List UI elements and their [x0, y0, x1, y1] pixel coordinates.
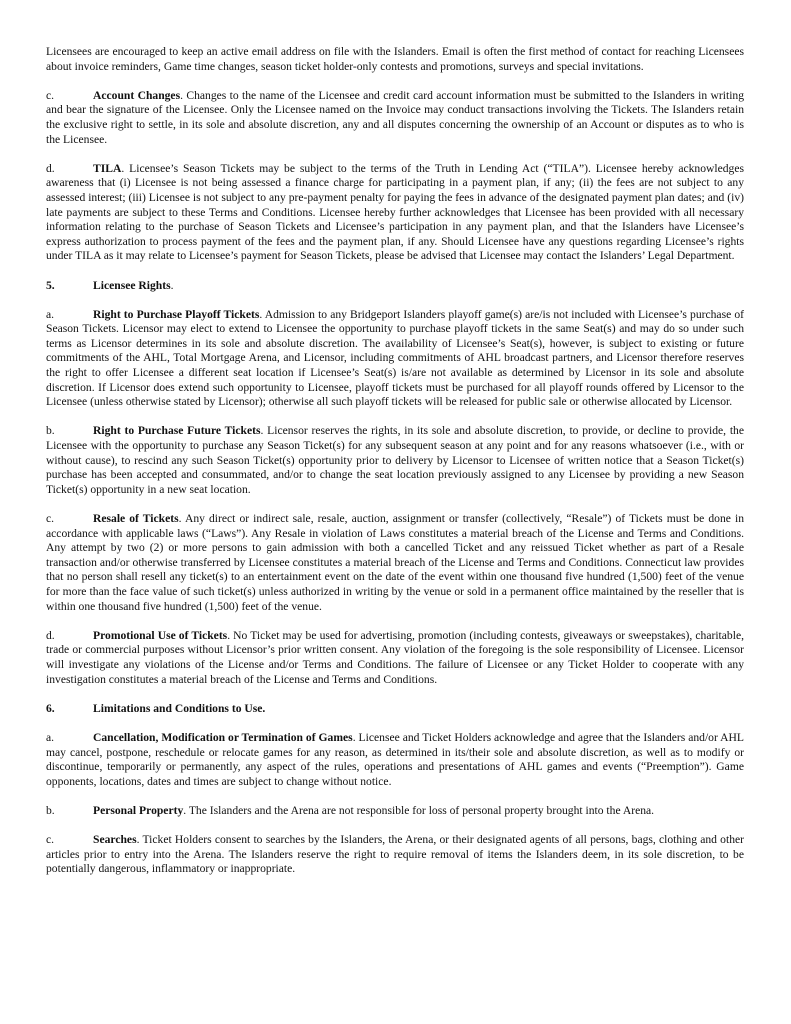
clause-title: Promotional Use of Tickets — [93, 628, 228, 642]
section-5b-future-tickets — [46, 424, 744, 497]
section-5a-playoff-tickets — [46, 308, 744, 410]
clause-text: . Licensee and Ticket Holders acknowledge and agree that the Islanders and/or AHL may cancel, postpone, reschedule or relocate games for any reason, as determined in its/their sole and absolute discretion, as well as to modify or discontinue, temporarily or permanently, any aspect of the rules, operations and presentations of AHL games and events (“Preemption”). Game opponents, locations, dates and times are subject to change without notice. — [46, 730, 744, 788]
section-title: Licensee Rights — [93, 278, 171, 292]
clause-title: Searches — [93, 833, 137, 847]
clause-label: d. — [46, 628, 55, 642]
intro-paragraph: Licensees are encouraged to keep an active email address on file with the Islanders. Email is often the first method of contact for reaching Licensees about invoice reminders, Game time changes, season ticket holder-only contests and promotions, surveys and special invitations. — [46, 45, 744, 73]
clause-label: a. — [46, 730, 55, 744]
section-4c-account-changes — [46, 89, 744, 147]
clause-label: a. — [46, 307, 55, 321]
section-5-heading — [46, 279, 744, 294]
document-page — [46, 45, 744, 891]
section-5d-promotional-use — [46, 629, 744, 687]
section-title-suffix: . — [170, 278, 174, 292]
clause-title: Account Changes — [93, 88, 181, 102]
clause-label: b. — [46, 424, 55, 438]
section-title: Limitations and Conditions to Use. — [93, 701, 266, 715]
clause-title: Right to Purchase Playoff Tickets — [93, 307, 260, 321]
section-number: 5. — [46, 278, 55, 292]
clause-label: c. — [46, 88, 55, 102]
clause-text: . Licensor reserves the rights, in its sole and absolute discretion, to provide, or decline to provide, the Licensee with the opportunity to purchase any Season Ticket(s) for any subsequent season at any point and for any reasons whatsoever (i.e., with or without cause), to rescind any such Season Ticket(s) opportunity prior to delivery by Licensor to Licensee of written notice that a Season Ticket(s) purchase has been accepted and consummated, and/or to change the seat location previously assigned to any Licensee by providing a new Season Ticket(s) opportunity in a new seat location. — [46, 424, 744, 496]
section-6-heading — [46, 702, 744, 717]
section-4d-tila — [46, 162, 744, 264]
clause-title: Personal Property — [93, 803, 184, 817]
clause-text: . Any direct or indirect sale, resale, auction, assignment or transfer (collectively, “Resale”) of Tickets must be done in accordance with applicable laws (“Laws”). Any Resale in violation of Laws constitutes a material breach of the License and Terms and Conditions. Any attempt by two (2) or more persons to gain admission with both a cancelled Ticket and any reissued Ticket whether as part of a Resale transaction and/or otherwise transferred by Licensee constitutes a material breach of the License and Terms and Conditions. Connecticut law provides that no person shall resell any ticket(s) to an entertainment event on the date of the event within one thousand five hundred (1,500) feet of the venue for more than the face value of such ticket(s) unless authorized in writing by the venue or sold in a permanent office maintained by the reseller that is within one thousand five hundred (1,500) feet of the venue. — [46, 512, 745, 613]
clause-label: d. — [46, 161, 55, 175]
clause-text: . No Ticket may be used for advertising, promotion (including contests, giveaways or sweepstakes), charitable, trade or commercial purposes without Licensor’s prior written consent. Any violation of the foregoing is the sole responsibility of Licensee. Licensor will investigate any violations of the License and/or Terms and Conditions. The failure of Licensee or any Ticket Holder to cooperate with any investigation constitutes a material breach of the License and Terms and Conditions. — [46, 628, 744, 686]
section-6c-searches — [46, 833, 744, 877]
clause-title: Right to Purchase Future Tickets — [93, 424, 261, 438]
section-5c-resale — [46, 512, 744, 614]
clause-title: Resale of Tickets — [93, 512, 179, 525]
clause-label: c. — [46, 833, 55, 847]
section-6b-personal-property — [46, 804, 744, 819]
clause-text: . The Islanders and the Arena are not responsible for loss of personal property brought into the Arena. — [183, 803, 655, 817]
clause-text: . Admission to any Bridgeport Islanders playoff game(s) are/is not included with Licensee’s purchase of Season Tickets. Licensor may elect to extend to Licensee the opportunity to purchase playoff tickets in the same Seat(s) and may do so under such terms as Licensor determines in its sole and absolute discretion. The availability of Licensee’s Seat(s), however, is subject to existing or future commitments of the AHL, Total Mortgage Arena, and Licensor, including commitments of AHL broadcast partners, and Licensor therefore reserves the right to offer Licensee a different seat location if Licensee’s Seat(s) is/are not available as determined by Licensor in its sole and absolute discretion. If Licensor does extend such opportunity to Licensee, playoff tickets must be purchased for all playoff rounds offered by Licensor to the Licensee (unless otherwise stated by Licensor); otherwise all such playoff tickets will be released for public sale or otherwise allocated by Licensor. — [46, 307, 745, 409]
clause-text: . Licensee’s Season Tickets may be subject to the terms of the Truth in Lending Act (“TILA”). Licensee hereby acknowledges awareness that (i) Licensee is not being assessed a finance charge for participating in a payment plan, if any; (ii) the fees are not subject to any assessed interest; (iii) Licensee is not subject to any pre-payment penalty for paying the fees in advance of the designated payment plan dates; and (iv) late payments are subject to these Terms and Conditions. Licensee hereby further acknowledges that Licensee has been provided with all necessary information relating to the purchase of Season Tickets and Licensee’s participation in any payment plan, and that the Islanders have Licensee’s express authorization to process payment of the fees and the payment plan, if any. Should Licensee have any questions regarding Licensee’s rights under TILA as it may relate to Licensee’s payment for Season Tickets, please be advised that Licensee may contact the Islanders’ Legal Department. — [46, 161, 744, 263]
clause-text: . Changes to the name of the Licensee and credit card account information must be submitted to the Islanders in writing and bear the signature of the Licensee. Only the Licensee named on the Invoice may conduct transactions involving the Tickets. The Islanders retain the exclusive right to settle, in its sole and absolute discretion, any and all disputes concerning the ownership of an Account or disputes as to who is the Licensee. — [46, 88, 745, 146]
clause-title: TILA — [93, 161, 122, 175]
section-number: 6. — [46, 701, 55, 715]
clause-label: c. — [46, 512, 55, 525]
clause-label: b. — [46, 803, 55, 817]
section-6a-cancellation — [46, 731, 744, 789]
clause-title: Cancellation, Modification or Termination of Games — [93, 730, 353, 744]
clause-text: . Ticket Holders consent to searches by the Islanders, the Arena, or their designated agents of all persons, bags, clothing and other articles prior to entry into the Arena. The Islanders reserve the right to require removal of items the Islanders deem, in its sole discretion, to be potentially dangerous, inflammatory or inappropriate. — [46, 833, 744, 876]
